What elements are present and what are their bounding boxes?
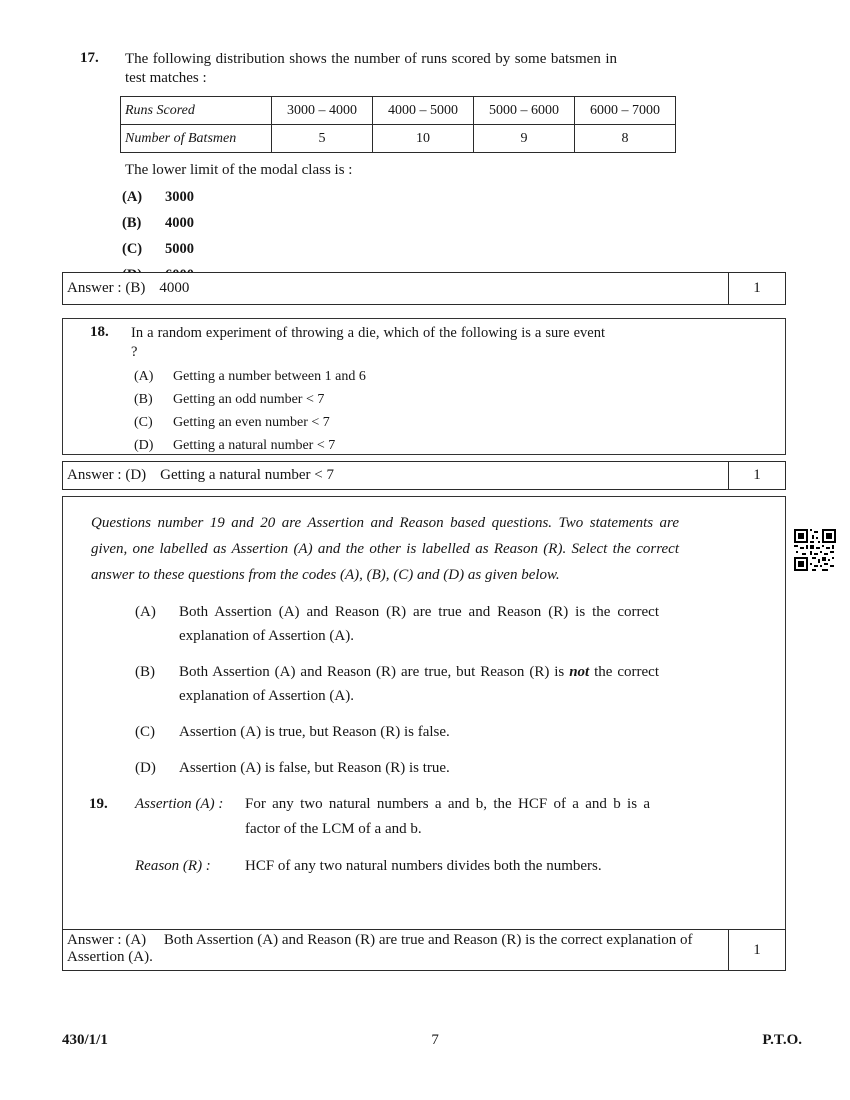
table-val-0: 5 — [272, 125, 373, 153]
table-col-3: 6000 – 7000 — [575, 97, 676, 125]
answer-19-label: Answer : (A) — [67, 932, 147, 948]
question-18-number: 18. — [90, 324, 109, 340]
option-text: Both Assertion (A) and Reason (R) are true and Reason (R) is the correct explanation of Assertion (A). — [179, 604, 659, 644]
option-text: 3000 — [165, 189, 194, 205]
option-text-emphasis: not — [569, 664, 590, 680]
q19-reason-spacer — [63, 854, 135, 879]
assertion-label: Assertion (A) : — [135, 796, 224, 812]
marks-cell — [728, 930, 785, 970]
reason-text: HCF of any two natural numbers divides both the numbers. — [245, 858, 602, 874]
table-col-1: 4000 – 5000 — [373, 97, 474, 125]
question-18-head — [63, 324, 785, 362]
paper-code: 430/1/1 — [62, 1032, 108, 1048]
question-17-number: 17. — [80, 50, 99, 66]
question-17-block — [62, 50, 786, 283]
option-label: (A) — [135, 604, 156, 620]
option-label: (C) — [135, 724, 155, 740]
question-17-text: The following distribution shows the number of runs scored by some batsmen in test matches : — [125, 51, 617, 86]
answer-17-main — [63, 273, 728, 304]
assertion-text: For any two natural numbers a and b, the HCF of a and b is a factor of the LCM of a and b. — [245, 796, 650, 837]
q19-assertion-row — [63, 792, 785, 842]
page-footer — [62, 1032, 802, 1049]
marks-cell — [728, 462, 785, 489]
answer-18-main — [63, 462, 728, 489]
option-text: 4000 — [165, 215, 194, 231]
table-val-2: 9 — [474, 125, 575, 153]
code-option-b — [135, 660, 785, 708]
q17-distribution-table — [120, 96, 676, 153]
q18-option-d — [134, 437, 785, 454]
q17-followup-text: The lower limit of the modal class is : — [125, 162, 353, 178]
option-text — [179, 660, 659, 708]
option-label: (D) — [134, 438, 154, 453]
table-row-batsmen — [121, 125, 676, 153]
q18-option-b — [134, 391, 785, 408]
q17-option-c — [122, 241, 786, 257]
marks-value: 1 — [753, 467, 761, 483]
marks-value: 1 — [753, 941, 761, 958]
reason-label: Reason (R) : — [135, 858, 211, 874]
option-label: (B) — [122, 215, 142, 231]
option-text-post: the correct explanation of Assertion (A). — [179, 664, 659, 704]
page-number: 7 — [431, 1032, 439, 1048]
table-col-0: 3000 – 4000 — [272, 97, 373, 125]
answer-18-label: Answer : (D) — [67, 467, 147, 483]
q17-option-a — [122, 189, 786, 205]
table-row-runs — [121, 97, 676, 125]
option-text: Getting a number between 1 and 6 — [173, 369, 366, 384]
q18-option-c — [134, 414, 785, 431]
marks-cell — [728, 273, 785, 304]
answer-19-value: Both Assertion (A) and Reason (R) are true and Reason (R) is the correct explanation of Assertion (A). — [67, 932, 693, 965]
q17-option-b — [122, 215, 786, 231]
option-text: Getting an odd number < 7 — [173, 392, 325, 407]
table-col-2: 5000 – 6000 — [474, 97, 575, 125]
option-text-pre: Both Assertion (A) and Reason (R) are true, but Reason (R) is — [179, 664, 570, 680]
answer-17-label: Answer : (B) — [67, 280, 146, 296]
answer-row-19 — [62, 929, 786, 971]
code-option-d — [135, 756, 785, 780]
assertion-reason-instructions: Questions number 19 and 20 are Assertion and Reason based questions. Two statements are given, one labelled as Assertion (A) and the other is labelled as Reason (R). Select the correct answer to these questions from the codes (A), (B), (C) and (D) as given below. — [91, 515, 679, 583]
option-label: (A) — [122, 189, 143, 205]
question-18-text: In a random experiment of throwing a die, which of the following is a sure event ? — [131, 325, 605, 360]
option-label: (B) — [135, 664, 155, 680]
code-option-c — [135, 720, 785, 744]
q18-option-a — [134, 368, 785, 385]
qr-code — [794, 528, 836, 572]
option-label: (D) — [135, 760, 156, 776]
code-option-a — [135, 600, 785, 648]
table-val-1: 10 — [373, 125, 474, 153]
option-label: (B) — [134, 392, 153, 407]
table-runs-label: Runs Scored — [121, 97, 272, 125]
option-text: Assertion (A) is false, but Reason (R) is true. — [179, 760, 450, 776]
answer-row-18 — [62, 461, 786, 490]
option-label: (C) — [122, 241, 143, 257]
answer-19-main — [63, 930, 728, 970]
option-label: (C) — [134, 415, 153, 430]
question-19-number: 19. — [89, 796, 108, 812]
option-text: 5000 — [165, 241, 194, 257]
answer-17-value: 4000 — [159, 280, 190, 296]
marks-value: 1 — [753, 280, 761, 296]
question-17-head — [62, 50, 786, 88]
table-val-3: 8 — [575, 125, 676, 153]
answer-row-17 — [62, 272, 786, 305]
option-text: Getting a natural number < 7 — [173, 438, 336, 453]
table-batsmen-label: Number of Batsmen — [121, 125, 272, 153]
answer-18-value: Getting a natural number < 7 — [160, 467, 334, 483]
question-18-block — [62, 318, 786, 455]
option-text: Getting an even number < 7 — [173, 415, 330, 430]
question-19-section — [62, 496, 786, 930]
option-label: (A) — [134, 369, 154, 384]
q19-reason-row — [63, 854, 785, 879]
option-text: Assertion (A) is true, but Reason (R) is false. — [179, 724, 450, 740]
pto-label: P.T.O. — [762, 1032, 802, 1048]
